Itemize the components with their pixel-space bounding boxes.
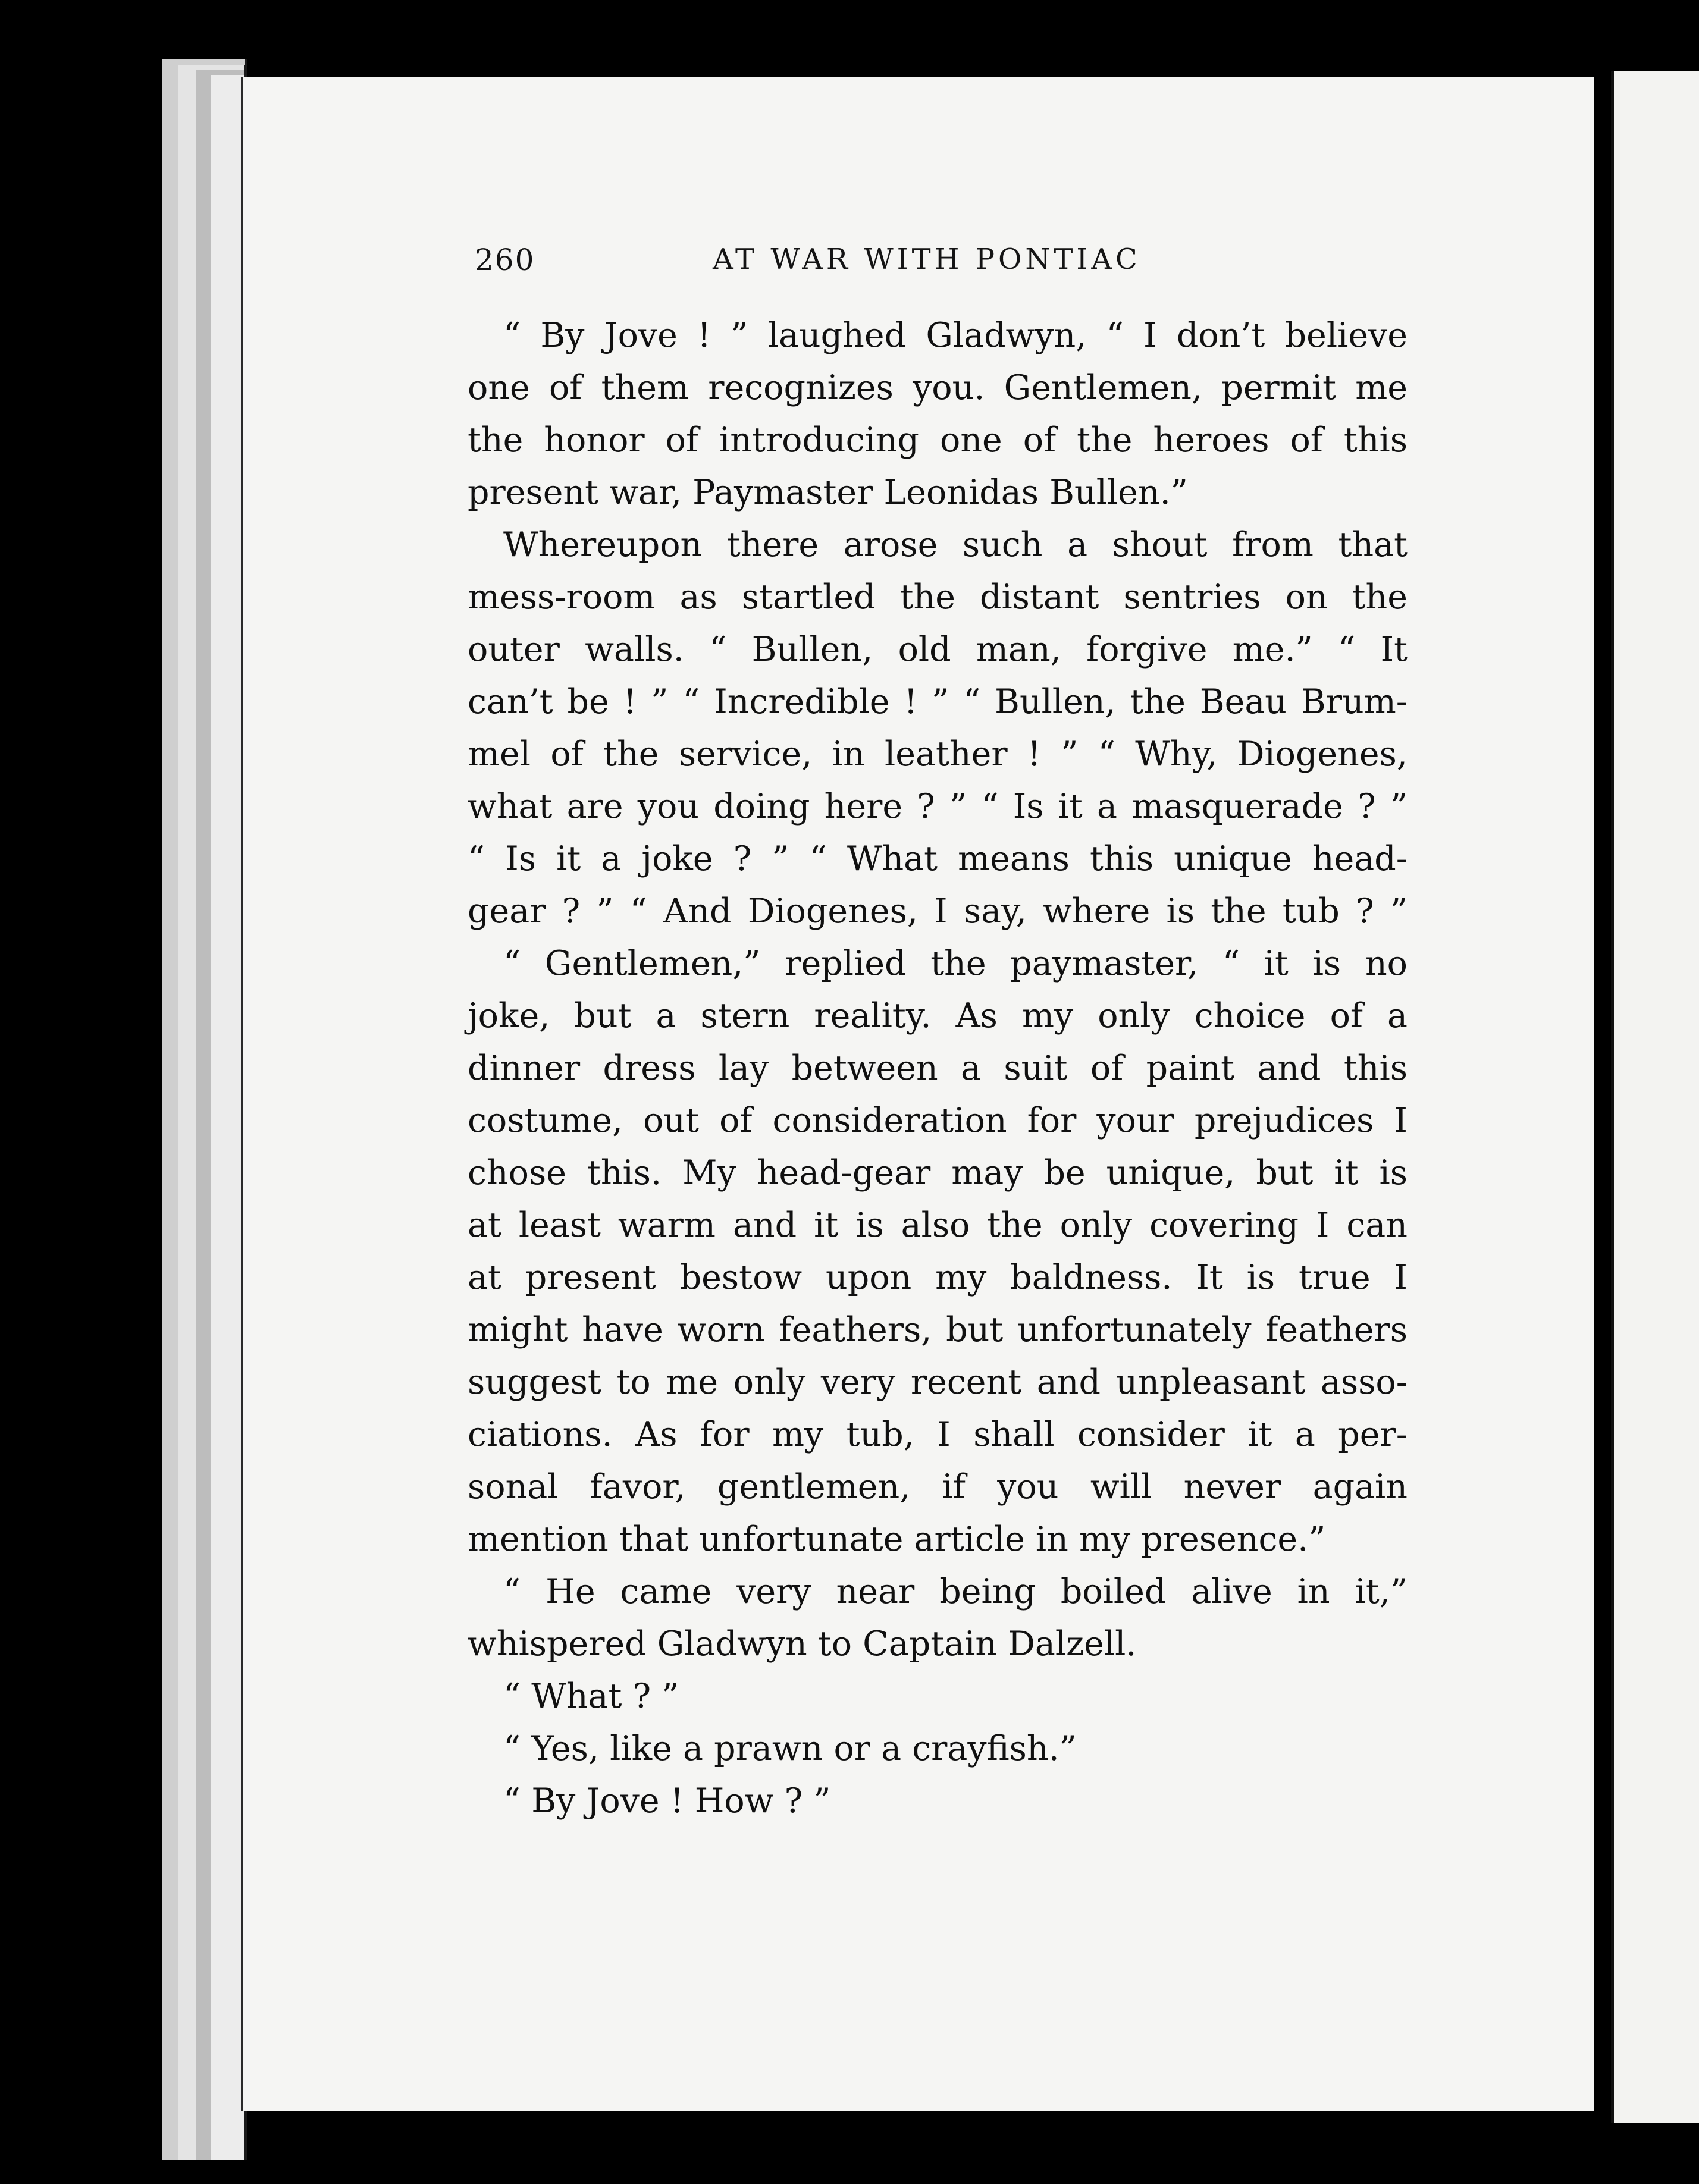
text-line: “ Gentlemen,” replied the paymaster, “ it is no [503,944,1408,983]
page-header [475,243,1168,290]
text-line: gear ? ” “ And Diogenes, I say, where is the tub ? ” [468,892,1408,931]
text-line: joke, but a stern reality. As my only choice of a [468,996,1408,1035]
text-line: at least warm and it is also the only covering I can [468,1206,1408,1245]
text-line: the honor of introducing one of the heroes of this [468,421,1408,460]
text-line: sonal favor, gentlemen, if you will never again [468,1467,1408,1507]
text-line: dinner dress lay between a suit of paint and this [468,1049,1408,1088]
text-line: mel of the service, in leather ! ” “ Why, Diogenes, [468,735,1408,774]
text-line: Whereupon there arose such a shout from that [503,525,1408,564]
text-line: “ Yes, like a prawn or a crayfish.” [503,1729,1077,1768]
text-line: what are you doing here ? ” “ Is it a masquerade ? ” [468,787,1408,826]
text-line: might have worn feathers, but unfortunately feathers [468,1310,1408,1350]
text-line: suggest to me only very recent and unpleasant asso- [468,1363,1408,1402]
running-head: AT WAR WITH PONTIAC [713,243,1141,276]
text-line: “ By Jove ! ” laughed Gladwyn, “ I don’t believe [503,316,1408,355]
text-line: “ He came very near being boiled alive in it,” [503,1572,1408,1611]
facing-page [1611,71,1699,2123]
text-line: whispered Gladwyn to Captain Dalzell. [468,1624,1137,1664]
text-line: mention that unfortunate article in my presence.” [468,1520,1326,1559]
text-line: “ What ? ” [503,1677,679,1716]
text-line: chose this. My head-gear may be unique, but it is [468,1153,1408,1193]
page-body [468,309,1408,1827]
text-line: “ By Jove ! How ? ” [503,1781,831,1821]
text-line: costume, out of consideration for your prejudices I [468,1101,1408,1140]
text-line: can’t be ! ” “ Incredible ! ” “ Bullen, the Beau Brum- [468,682,1408,721]
text-line: at present bestow upon my baldness. It is true I [468,1258,1408,1297]
text-line: mess-room as startled the distant sentries on the [468,578,1408,617]
text-line: outer walls. “ Bullen, old man, forgive me.” “ It [468,630,1408,669]
text-line: ciations. As for my tub, I shall consider it a per- [468,1415,1408,1454]
text-line: present war, Paymaster Leonidas Bullen.” [468,473,1188,512]
page-number: 260 [475,243,535,277]
text-line: “ Is it a joke ? ” “ What means this unique head- [468,839,1408,878]
text-line: one of them recognizes you. Gentlemen, permit me [468,368,1408,407]
